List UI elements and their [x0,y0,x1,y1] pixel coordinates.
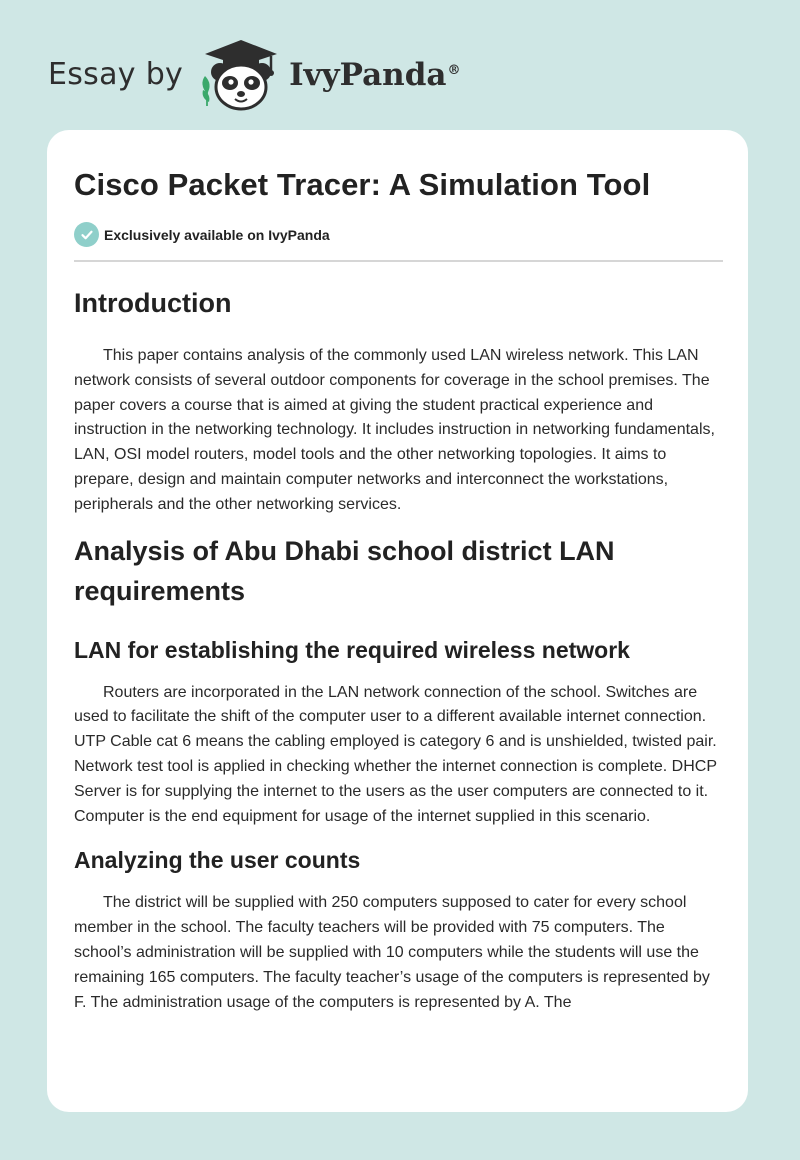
check-circle-icon [74,222,99,247]
panda-logo-icon [197,36,283,112]
essay-card [47,130,748,1112]
title-divider [74,260,723,262]
subsection-heading-user-counts: Analyzing the user counts [74,847,361,874]
page-title: Cisco Packet Tracer: A Simulation Tool [74,167,651,202]
brand-prefix: Essay by [48,56,184,92]
registered-mark: ® [447,62,461,78]
brand-name-text: IvyPanda [289,57,447,93]
paragraph-lan: Routers are incorporated in the LAN network connection of the school. Switches are used to facilitate the shift of the computer user to a different available internet connection. UTP Cable cat 6 means the cabling employed is category 6 and is unshielded, twisted pair. Network test tool is applied in checking whether the internet connection is complete. DHCP Server is for supplying the internet to the users as the user computers are connected to it. Computer is the end equipment for usage of the internet supplied in this scenario. [74,683,717,825]
section-heading-introduction: Introduction [74,288,232,318]
paragraph-user-counts: The district will be supplied with 250 computers supposed to cater for every school member in the school. The faculty teachers will be provided with 75 computers. The school’s administration will be supplied with 10 computers while the students will use the remaining 165 computers. The faculty teacher’s usage of the computers is represented by F. The administration usage of the computers is represented by A. The [74,894,710,1011]
subsection-heading-lan: LAN for establishing the required wireless network [74,636,630,663]
brand-header[interactable] [48,34,461,114]
section-heading-analysis: Analysis of Abu Dhabi school district LAN requirements [74,535,615,606]
brand-name [289,57,460,93]
paragraph-introduction: This paper contains analysis of the commonly used LAN wireless network. This LAN network consists of several outdoor components for coverage in the school premises. The paper covers a course that is aimed at giving the student practical experience and instruction in the networking technology. It includes instruction in networking fundamentals, LAN, OSI model routers, model tools and the other networking topologies. It aims to prepare, design and maintain computer networks and interconnect the workstations, peripherals and the other networking services. [74,347,715,513]
exclusive-badge [74,222,722,247]
exclusive-badge-label: Exclusively available on IvyPanda [104,226,330,243]
